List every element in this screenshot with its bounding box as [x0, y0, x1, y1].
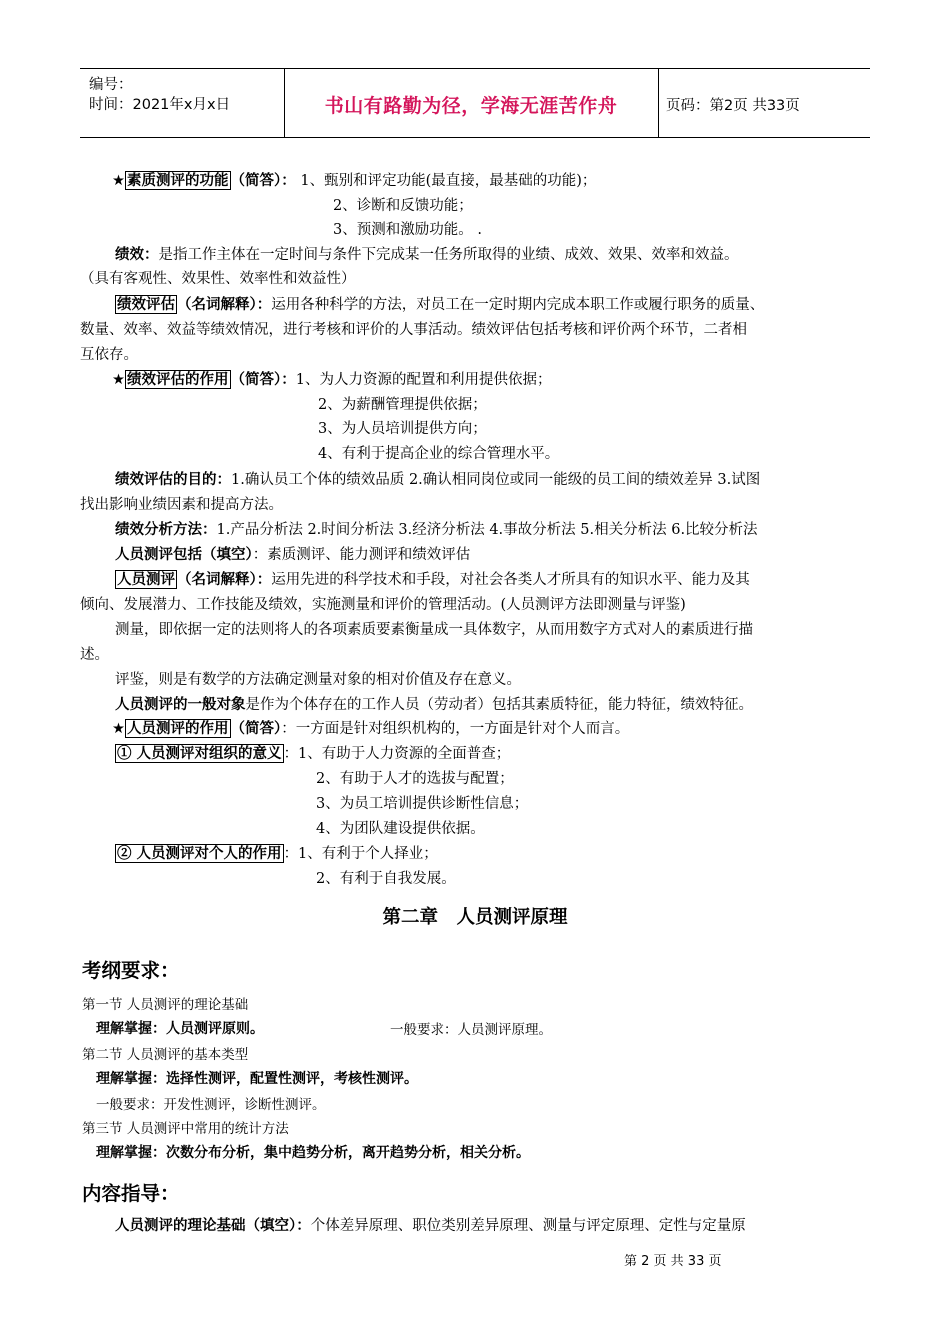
list-item: 2、诊断和反馈功能； — [333, 198, 473, 214]
line-theory-basis — [115, 1217, 746, 1235]
text-line: 测量，即依据一定的法则将人的各项素质要素衡量成一具体数字，从而用数字方式对人的素质进行描 — [115, 622, 753, 638]
line-analysis-methods — [115, 521, 758, 539]
text: 运用先进的科学技术和手段，对社会各类人才所具有的知识水平、能力及其 — [271, 572, 750, 588]
text: 1、甄别和评定功能(最直接，最基础的功能)； — [295, 173, 597, 189]
line-assessment-def — [115, 571, 750, 589]
term: 人员测评的一般对象 — [115, 696, 246, 713]
text: 是指工作主体在一定时间与条件下完成某一任务所取得的业绩、成效、效果、效率和效益。 — [158, 247, 739, 263]
text: ：一方面是针对组织机构的，一方面是针对个人而言。 — [281, 721, 630, 737]
text-line: 述。 — [80, 647, 109, 663]
line-assessment-role — [112, 720, 629, 738]
line-org-meaning — [115, 745, 510, 763]
text-line: 评鉴，则是有数学的方法确定测量对象的相对价值及存在意义。 — [115, 672, 521, 688]
line-performance — [115, 246, 739, 264]
chapter-title: 第二章 人员测评原理 — [382, 907, 568, 928]
text: 是作为个体存在的工作人员（劳动者）包括其素质特征，能力特征，绩效特征。 — [245, 697, 753, 713]
question-type: （简答）： — [230, 172, 296, 189]
text-line: 找出影响业绩因素和提高方法。 — [80, 497, 283, 513]
section-title: 第三节 人员测评中常用的统计方法 — [82, 1121, 289, 1137]
line-general-object — [115, 696, 753, 714]
line-eval-purpose — [115, 471, 760, 489]
requirement-master: 理解掌握：人员测评原则。 — [96, 1021, 264, 1037]
question-type: （简答） — [230, 720, 282, 737]
text-line: 倾向、发展潜力、工作技能及绩效，实施测量和评价的管理活动。(人员测评方法即测量与评鉴) — [80, 597, 686, 613]
text: ：素质测评、能力测评和绩效评估 — [252, 547, 471, 563]
term-box: 绩效评估 — [117, 296, 175, 313]
requirement-master: 理解掌握：次数分布分析，集中趋势分析，离开趋势分析，相关分析。 — [96, 1145, 530, 1161]
text: ：1、有助于人力资源的全面普查； — [283, 746, 511, 762]
date-label: 时间：2021年x月x日 — [89, 97, 231, 113]
term-box: 绩效评估的作用 — [127, 371, 229, 388]
text-line: 数量、效率、效益等绩效情况，进行考核和评价的人事活动。绩效评估包括考核和评价两个环节，二者相 — [80, 322, 747, 338]
term-box: ① 人员测评对组织的意义 — [117, 745, 282, 762]
text-line: （具有客观性、效果性、效率性和效益性） — [80, 271, 356, 287]
syllabus-heading: 考纲要求： — [82, 959, 180, 982]
number-label: 编号： — [89, 77, 133, 93]
header-page-cell — [658, 69, 870, 137]
line-assessment-includes — [115, 546, 470, 564]
header-meta-cell — [80, 69, 285, 137]
list-item: 2、有利于自我发展。 — [316, 871, 456, 887]
list-item: 4、为团队建设提供依据。 — [316, 821, 485, 837]
list-item: 3、预测和激励功能。 . — [333, 222, 482, 238]
text-line: 互依存。 — [80, 347, 138, 363]
list-item: 3、为人员培训提供方向； — [318, 421, 487, 437]
text: 1.确认员工个体的绩效品质 2.确认相同岗位或同一能级的员工间的绩效差异 3.试图 — [231, 472, 761, 488]
list-item: 4、有利于提高企业的综合管理水平。 — [318, 446, 560, 462]
star-mark: ★ — [112, 173, 125, 189]
term: 绩效分析方法： — [115, 521, 217, 538]
term: 绩效评估的目的： — [115, 471, 231, 488]
term: 人员测评包括（填空） — [115, 546, 253, 563]
line-individual-role — [115, 845, 438, 863]
list-item: 2、为薪酬管理提供依据； — [318, 397, 487, 413]
question-type: （简答）： — [230, 371, 296, 388]
term: 人员测评的理论基础（填空）： — [115, 1217, 311, 1234]
requirement-general: 一般要求：人员测评原理。 — [390, 1022, 552, 1038]
star-mark: ★ — [112, 721, 125, 737]
document-header — [80, 68, 870, 138]
line-eval-role — [112, 371, 551, 389]
header-motto-cell — [284, 69, 659, 137]
term-box: 人员测评的作用 — [127, 720, 229, 737]
term-box: ② 人员测评对个人的作用 — [117, 845, 282, 862]
requirement-master: 理解掌握：选择性测评，配置性测评，考核性测评。 — [96, 1071, 418, 1087]
star-mark: ★ — [112, 372, 125, 388]
section-title: 第二节 人员测评的基本类型 — [82, 1047, 249, 1063]
line-quality-function — [112, 172, 596, 190]
text: 运用各种科学的方法，对员工在一定时期内完成本职工作或履行职务的质量、 — [271, 297, 765, 313]
text: 1、为人力资源的配置和利用提供依据； — [295, 372, 552, 388]
line-performance-eval — [115, 296, 764, 314]
question-type: （名词解释）： — [177, 296, 272, 313]
text: ：1、有利于个人择业； — [283, 846, 438, 862]
page-footer: 第 2 页 共 33 页 — [624, 1254, 722, 1269]
text: 个体差异原理、职位类别差异原理、测量与评定原理、定性与定量原 — [310, 1218, 746, 1234]
requirement-general: 一般要求：开发性测评，诊断性测评。 — [96, 1097, 326, 1113]
term: 绩效： — [115, 246, 159, 263]
list-item: 2、有助于人才的选拔与配置； — [316, 771, 514, 787]
guide-heading: 内容指导： — [82, 1182, 180, 1205]
term-box: 人员测评 — [117, 571, 175, 588]
text: 1.产品分析法 2.时间分析法 3.经济分析法 4.事故分析法 5.相关分析法 6.比较分析法 — [216, 522, 758, 538]
page-label: 页码：第2页 共33页 — [666, 98, 800, 114]
list-item: 3、为员工培训提供诊断性信息； — [316, 796, 529, 812]
motto: 书山有路勤为径，学海无涯苦作舟 — [324, 95, 618, 117]
section-title: 第一节 人员测评的理论基础 — [82, 997, 249, 1013]
term-box: 素质测评的功能 — [127, 172, 229, 189]
question-type: （名词解释）： — [177, 571, 272, 588]
